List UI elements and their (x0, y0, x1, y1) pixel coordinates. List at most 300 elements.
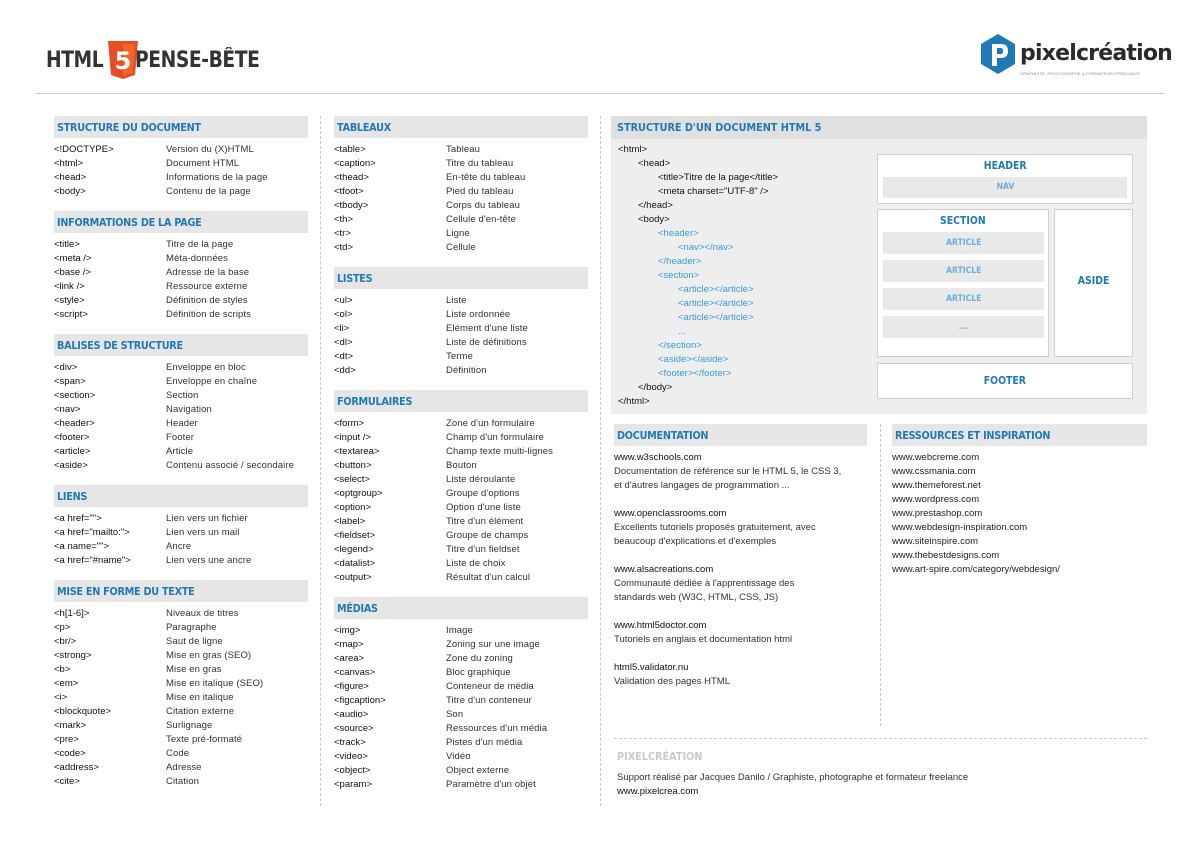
cheatsheet-section (54, 211, 308, 322)
tag-description: Saut de ligne (166, 636, 223, 647)
tag-description: Lien vers un mail (166, 527, 240, 538)
column-divider (320, 116, 321, 806)
tag-description: Surlignage (166, 720, 213, 731)
documentation-text: Excellents tutoriels proposés gratuitement, avec (614, 522, 816, 533)
tag-name: <style> (54, 295, 85, 306)
documentation-link[interactable]: www.openclassrooms.com (614, 508, 727, 519)
tag-description: Champ d'un formulaire (446, 432, 544, 443)
logo-name: pixelcréation (1020, 41, 1173, 66)
tag-description: Définition de styles (166, 295, 248, 306)
tag-description: Ancre (166, 541, 192, 552)
tag-row (54, 512, 308, 526)
tag-description: Object externe (446, 765, 510, 776)
tag-name: <param> (334, 779, 373, 790)
tag-row (334, 364, 588, 378)
tag-row (54, 403, 308, 417)
tag-row (334, 515, 588, 529)
tag-row (54, 761, 308, 775)
tag-name: <body> (54, 186, 86, 197)
cheatsheet-section (54, 334, 308, 473)
tag-list (334, 417, 588, 585)
tag-name: <tr> (334, 228, 351, 239)
tag-row (334, 431, 588, 445)
documentation-item (614, 661, 867, 689)
tag-description: Version du (X)HTML (166, 144, 254, 155)
column-1 (54, 116, 308, 801)
documentation-text: Tutoriels en anglais et documentation html (614, 634, 793, 645)
resource-link[interactable]: www.thebestdesigns.com (892, 550, 1000, 561)
page-header (0, 0, 1200, 94)
title-html: HTML (46, 47, 104, 73)
tag-row (54, 459, 308, 473)
pixelcreation-mark-icon (980, 33, 1016, 75)
tag-description: Contenu de la page (166, 186, 251, 197)
code-line: ... (678, 326, 686, 337)
tag-row (54, 677, 308, 691)
documentation-text: standards web (W3C, HTML, CSS, JS) (614, 592, 779, 603)
tag-row (54, 417, 308, 431)
tag-name: <section> (54, 390, 96, 401)
documentation-text: beaucoup d'explications et d'exemples (614, 536, 777, 547)
tag-row (54, 719, 308, 733)
tag-description: Ressource externe (166, 281, 248, 292)
tag-row (54, 663, 308, 677)
tag-row (54, 431, 308, 445)
documentation-list (614, 451, 867, 689)
code-line: <title>Titre de la page</title> (658, 172, 779, 183)
tag-row (334, 157, 588, 171)
header-divider (35, 93, 1165, 94)
tag-description: Titre d'un conteneur (446, 695, 532, 706)
structure-code (618, 143, 778, 409)
code-line: <aside></aside> (658, 354, 729, 365)
section-title: TABLEAUX (334, 116, 588, 138)
documentation-link[interactable]: www.html5doctor.com (614, 620, 707, 631)
tag-list (334, 294, 588, 378)
tag-list (54, 607, 308, 789)
cheatsheet-section (334, 116, 588, 255)
tag-row (54, 143, 308, 157)
code-line: <nav></nav> (678, 242, 734, 253)
tag-name: <th> (334, 214, 354, 225)
tag-description: Code (166, 748, 190, 759)
tag-description: Citation externe (166, 706, 235, 717)
tag-row (54, 185, 308, 199)
tag-row (334, 322, 588, 336)
tag-row (54, 280, 308, 294)
tag-description: Pistes d'un média (446, 737, 523, 748)
tag-list (54, 512, 308, 568)
tag-description: Mise en gras (166, 664, 222, 675)
tag-name: <input /> (334, 432, 371, 443)
documentation-link[interactable]: html5.validator.nu (614, 662, 689, 673)
tag-name: <img> (334, 625, 361, 636)
tag-description: Texte pré-formaté (166, 734, 243, 745)
tag-name: <pre> (54, 734, 79, 745)
tag-row (334, 487, 588, 501)
tag-description: Niveaux de titres (166, 608, 239, 619)
tag-row (334, 171, 588, 185)
tag-description: Footer (166, 432, 195, 443)
tag-row (54, 308, 308, 322)
tag-description: Liste de définitions (446, 337, 527, 348)
tag-name: <li> (334, 323, 350, 334)
tag-description: Définition de scripts (166, 309, 251, 320)
tag-row (54, 635, 308, 649)
tag-description: Option d'une liste (446, 502, 521, 513)
column-2 (334, 116, 588, 804)
tag-row (54, 554, 308, 568)
diagram-header-label: HEADER (983, 159, 1027, 172)
resource-link[interactable]: www.prestashop.com (892, 508, 983, 519)
tag-row (334, 143, 588, 157)
tag-row (54, 361, 308, 375)
tag-list (54, 238, 308, 322)
tag-description: Enveloppe en chaîne (166, 376, 258, 387)
tag-name: <optgroup> (334, 488, 383, 499)
tag-description: Mise en italique (SEO) (166, 678, 264, 689)
tag-name: <button> (334, 460, 372, 471)
tag-name: <datalist> (334, 558, 376, 569)
diagram-article-more: ... (883, 316, 1044, 338)
tag-name: <a href=""> (54, 513, 102, 524)
tag-description: Titre de la page (166, 239, 234, 250)
tag-name: <option> (334, 502, 371, 513)
code-line: </html> (618, 396, 650, 407)
code-line: <html> (618, 144, 648, 155)
tag-name: <mark> (54, 720, 87, 731)
tag-row (334, 227, 588, 241)
structure-title: STRUCTURE D'UN DOCUMENT HTML 5 (611, 116, 1147, 139)
code-line: <article></article> (678, 312, 754, 323)
tag-description: Informations de la page (166, 172, 268, 183)
diagram-article: ARTICLE (883, 260, 1044, 282)
tag-description: Son (446, 709, 464, 720)
tag-row (334, 571, 588, 585)
cheatsheet-section (54, 116, 308, 199)
cheatsheet-section (54, 580, 308, 789)
diagram-footer (877, 363, 1133, 399)
tag-name: <legend> (334, 544, 374, 555)
tag-name: <strong> (54, 650, 92, 661)
cheatsheet-section (334, 390, 588, 585)
page-title (46, 40, 282, 80)
tag-description: Bloc graphique (446, 667, 511, 678)
tag-description: Lien vers une ancre (166, 555, 252, 566)
tag-description: Méta-données (166, 253, 228, 264)
tag-description: Bouton (446, 460, 477, 471)
tag-description: Section (166, 390, 199, 401)
tag-description: Titre d'un fieldset (446, 544, 520, 555)
cheatsheet-section (334, 597, 588, 792)
tag-name: <figcaption> (334, 695, 386, 706)
tag-name: <textarea> (334, 446, 380, 457)
diagram-section (877, 209, 1049, 357)
diagram-header (877, 154, 1133, 204)
tag-row (54, 607, 308, 621)
tag-name: <table> (334, 144, 366, 155)
credit-text: Support réalisé par Jacques Danilo / Graphiste, photographe et formateur freelance (617, 772, 969, 783)
tag-row (334, 529, 588, 543)
tag-name: <title> (54, 239, 80, 250)
tag-name: <header> (54, 418, 95, 429)
code-line: </head> (638, 200, 673, 211)
tag-row (334, 241, 588, 255)
code-line: <section> (658, 270, 700, 281)
tag-name: <video> (334, 751, 368, 762)
documentation-item (614, 507, 867, 549)
tag-row (54, 294, 308, 308)
tag-row (54, 540, 308, 554)
tag-row (54, 621, 308, 635)
tag-description: Champ texte multi-lignes (446, 446, 553, 457)
tag-row (334, 722, 588, 736)
resource-link[interactable]: www.siteinspire.com (892, 536, 979, 547)
tag-row (334, 750, 588, 764)
tag-name: <select> (334, 474, 370, 485)
tag-row (54, 157, 308, 171)
tag-row (334, 459, 588, 473)
tag-name: <link /> (54, 281, 85, 292)
tag-name: <address> (54, 762, 99, 773)
documentation-text: Validation des pages HTML (614, 676, 730, 687)
tag-name: <meta /> (54, 253, 92, 264)
tag-name: <a href="mailto:"> (54, 527, 130, 538)
documentation-link[interactable]: www.alsacreations.com (614, 564, 714, 575)
tag-name: <caption> (334, 158, 376, 169)
documentation-text: Communauté dédiée à l'apprentissage des (614, 578, 795, 589)
tag-name: <dt> (334, 351, 354, 362)
tag-name: <figure> (334, 681, 369, 692)
tag-description: Elément d'une liste (446, 323, 528, 334)
tag-name: <source> (334, 723, 374, 734)
tag-name: <article> (54, 446, 91, 457)
title-pense-bete: PENSE-BÊTE (135, 47, 260, 73)
tag-row (334, 199, 588, 213)
tag-row (334, 694, 588, 708)
tag-description: Contenu associé / secondaire (166, 460, 294, 471)
tag-row (334, 680, 588, 694)
tag-name: <fieldset> (334, 530, 376, 541)
section-title: LISTES (334, 267, 588, 289)
tag-row (54, 526, 308, 540)
tag-row (54, 238, 308, 252)
tag-row (334, 624, 588, 638)
code-line: </section> (658, 340, 702, 351)
tag-row (334, 708, 588, 722)
tag-name: <html> (54, 158, 84, 169)
documentation-item (614, 619, 867, 647)
resources-section (892, 424, 1147, 577)
documentation-item (614, 451, 867, 493)
tag-row (334, 294, 588, 308)
tag-name: <a name=""> (54, 541, 110, 552)
tag-name: <script> (54, 309, 88, 320)
tag-name: <canvas> (334, 667, 376, 678)
tag-description: Liste (446, 295, 467, 306)
cheatsheet-section (334, 267, 588, 378)
resource-link[interactable]: www.webdesign-inspiration.com (892, 522, 1028, 533)
tag-row (54, 775, 308, 789)
tag-description: Lien vers un fichier (166, 513, 248, 524)
tag-name: <blockquote> (54, 706, 112, 717)
code-line: </header> (658, 256, 702, 267)
code-line: <header> (658, 228, 699, 239)
tag-name: <cite> (54, 776, 80, 787)
tag-description: Pied du tableau (446, 186, 514, 197)
tag-description: Groupe d'options (446, 488, 520, 499)
resources-list (892, 451, 1147, 577)
resource-link[interactable]: www.cssmania.com (892, 466, 976, 477)
tag-name: <h[1-6]> (54, 608, 90, 619)
tag-row (334, 652, 588, 666)
tag-row (334, 557, 588, 571)
tag-row (54, 445, 308, 459)
resource-link[interactable]: www.wordpress.com (892, 494, 980, 505)
code-line: <article></article> (678, 298, 754, 309)
tag-description: Liste de choix (446, 558, 506, 569)
tag-description: Conteneur de média (446, 681, 534, 692)
tag-row (334, 350, 588, 364)
diagram-section-label: SECTION (940, 214, 986, 227)
tag-name: <dd> (334, 365, 356, 376)
documentation-section (614, 424, 867, 703)
resource-link[interactable]: www.webcreme.com (892, 452, 980, 463)
tag-row (334, 764, 588, 778)
logo-tagline: GRAPHISTE, PHOTOGRAPHE & FORMATEUR FREELANCE (1020, 71, 1141, 76)
tag-description: Tableau (446, 144, 480, 155)
tag-description: Résultat d'un calcul (446, 572, 531, 583)
tag-description: Vidéo (446, 751, 471, 762)
documentation-link[interactable]: www.w3schools.com (614, 452, 702, 463)
tag-description: Définition (446, 365, 487, 376)
documentation-title: DOCUMENTATION (614, 424, 867, 446)
column-divider (880, 424, 881, 726)
tag-description: En-tête du tableau (446, 172, 526, 183)
code-line: <footer></footer> (658, 368, 732, 379)
tag-name: <br/> (54, 636, 77, 647)
tag-name: <span> (54, 376, 86, 387)
tag-name: <ol> (334, 309, 353, 320)
tag-row (54, 705, 308, 719)
tag-name: <object> (334, 765, 371, 776)
tag-description: Image (446, 625, 473, 636)
tag-description: Mise en gras (SEO) (166, 650, 252, 661)
tag-name: <label> (334, 516, 366, 527)
tag-description: Enveloppe en bloc (166, 362, 246, 373)
tag-name: <aside> (54, 460, 88, 471)
tag-name: <track> (334, 737, 366, 748)
code-line: <article></article> (678, 284, 754, 295)
tag-row (334, 473, 588, 487)
section-title: INFORMATIONS DE LA PAGE (54, 211, 308, 233)
tag-description: Titre d'un élément (446, 516, 524, 527)
credit-title: PIXELCRÉATION (617, 750, 703, 763)
tag-name: <div> (54, 362, 78, 373)
tag-name: <code> (54, 748, 86, 759)
tag-description: Titre du tableau (446, 158, 514, 169)
tag-row (54, 252, 308, 266)
tag-description: Cellule (446, 242, 476, 253)
tag-description: Zone d'un formulaire (446, 418, 535, 429)
tag-row (334, 445, 588, 459)
tag-name: <nav> (54, 404, 81, 415)
tag-description: Adresse (166, 762, 202, 773)
tag-description: Adresse de la base (166, 267, 250, 278)
tag-row (334, 417, 588, 431)
tag-row (334, 638, 588, 652)
resource-link[interactable]: www.themeforest.net (892, 480, 981, 491)
tag-name: <i> (54, 692, 68, 703)
tag-row (334, 336, 588, 350)
tag-name: <base /> (54, 267, 91, 278)
tag-description: Corps du tableau (446, 200, 520, 211)
tag-row (54, 266, 308, 280)
tag-name: <form> (334, 418, 365, 429)
tag-description: Ligne (446, 228, 470, 239)
tag-name: <tbody> (334, 200, 369, 211)
tag-name: <area> (334, 653, 365, 664)
tag-description: Article (166, 446, 194, 457)
tag-name: <ul> (334, 295, 353, 306)
tag-name: <footer> (54, 432, 90, 443)
tag-row (334, 308, 588, 322)
tag-name: <dl> (334, 337, 353, 348)
tag-name: <head> (54, 172, 87, 183)
diagram-footer-label: FOOTER (983, 374, 1027, 387)
tag-description: Header (166, 418, 198, 429)
tag-row (54, 733, 308, 747)
tag-row (54, 389, 308, 403)
tag-description: Zone du zoning (446, 653, 513, 664)
tag-description: Zoning sur une image (446, 639, 540, 650)
tag-description: Paramètre d'un objet (446, 779, 536, 790)
tag-row (334, 185, 588, 199)
shield-digit: 5 (114, 47, 132, 75)
tag-description: Groupe de champs (446, 530, 529, 541)
diagram-article: ARTICLE (883, 288, 1044, 310)
tag-list (334, 624, 588, 792)
tag-description: Mise en italique (166, 692, 234, 703)
tag-name: <b> (54, 664, 71, 675)
tag-list (54, 361, 308, 473)
credit-link[interactable]: www.pixelcrea.com (617, 786, 699, 797)
tag-description: Ressources d'un média (446, 723, 548, 734)
tag-row (54, 649, 308, 663)
tag-name: <tfoot> (334, 186, 364, 197)
tag-description: Cellule d'en-tête (446, 214, 517, 225)
tag-row (54, 171, 308, 185)
tag-name: <a href="#name"> (54, 555, 131, 566)
resource-link[interactable]: www.art-spire.com/category/webdesign/ (892, 564, 1060, 575)
section-title: FORMULAIRES (334, 390, 588, 412)
code-line: <head> (638, 158, 671, 169)
tag-name: <map> (334, 639, 364, 650)
tag-row (334, 666, 588, 680)
tag-description: Paragraphe (166, 622, 217, 633)
tag-description: Citation (166, 776, 200, 787)
tag-name: <p> (54, 622, 71, 633)
documentation-text: Documentation de référence sur le HTML 5, le CSS 3, (614, 466, 842, 477)
diagram-aside-label: ASIDE (1077, 274, 1110, 287)
cheatsheet-section (54, 485, 308, 568)
tag-description: Terme (446, 351, 473, 362)
pixelcreation-logo (980, 33, 1172, 75)
tag-name: <thead> (334, 172, 369, 183)
tag-row (334, 501, 588, 515)
tag-description: Liste déroulante (446, 474, 516, 485)
diagram-nav: NAV (883, 177, 1127, 198)
